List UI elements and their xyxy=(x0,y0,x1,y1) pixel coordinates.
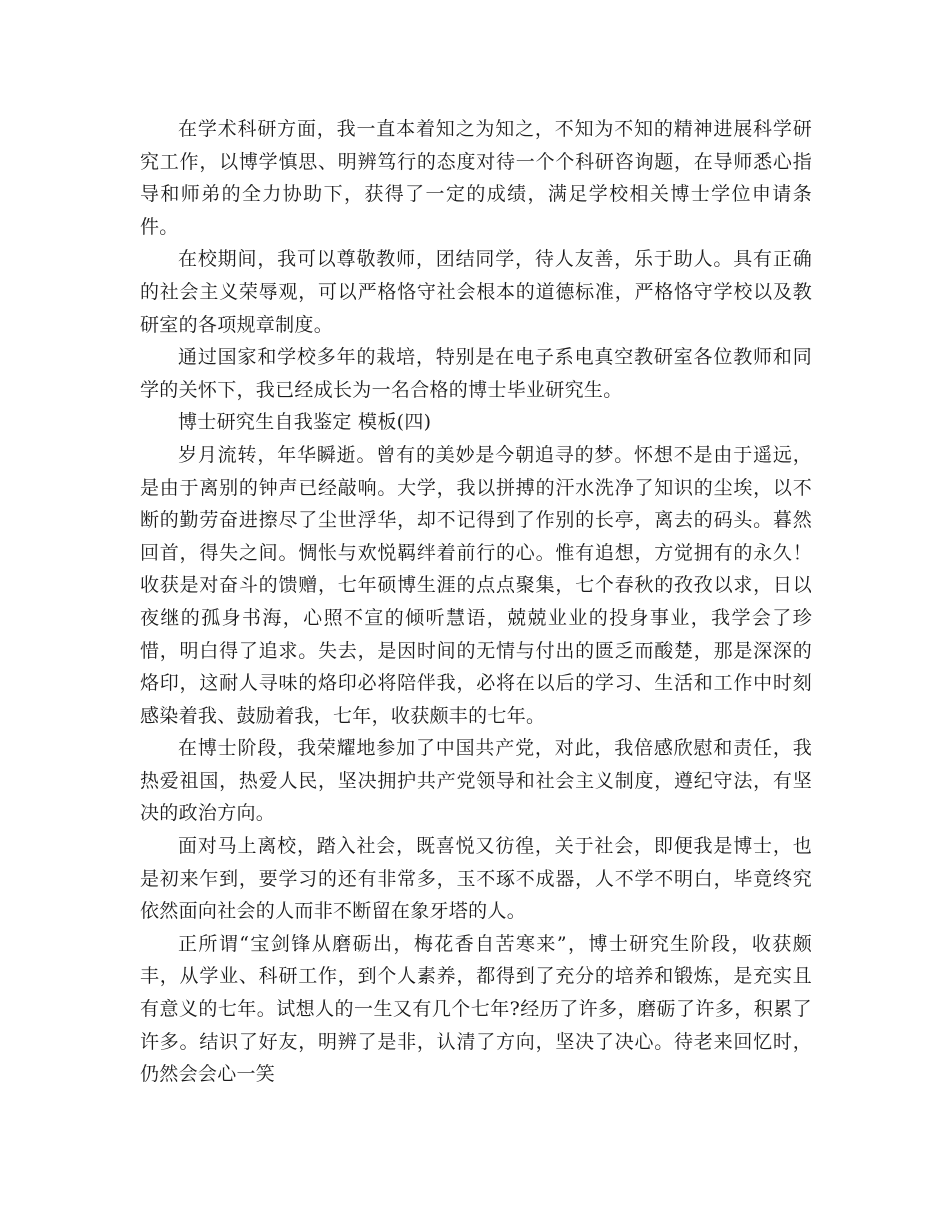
paragraph-summary: 正所谓“宝剑锋从磨砺出，梅花香自苦寒来”，博士研究生阶段，收获颇丰，从学业、科研工作，到个人素养，都得到了充分的培养和锻炼，是充实且有意义的七年。试想人的一生又有几个七年?经历了许多，磨砺了许多，积累了许多。结识了好友，明辨了是非，认清了方向，坚决了决心。待老来回忆时，仍然会会心一笑 xyxy=(140,932,812,1086)
paragraph-society: 面对马上离校，踏入社会，既喜悦又彷徨，关于社会，即便我是博士，也是初来乍到，要学习的还有非常多，玉不琢不成器，人不学不明白，毕竟终究依然面向社会的人而非不断留在象牙塔的人。 xyxy=(140,835,812,923)
paragraph-campus-conduct: 在校期间，我可以尊敬教师，团结同学，待人友善，乐于助人。具有正确的社会主义荣辱观，可以严格恪守社会根本的道德标准，严格恪守学校以及教研室的各项规章制度。 xyxy=(140,248,812,336)
section-heading: 博士研究生自我鉴定 模板(四) xyxy=(178,411,432,434)
paragraph-reflection: 岁月流转，年华瞬逝。曾有的美妙是今朝追寻的梦。怀想不是由于遥远，是由于离别的钟声已经敲响。大学，我以拼搏的汗水洗净了知识的尘埃，以不断的勤劳奋进擦尽了尘世浮华，却不记得到了作别的长亭，离去的码头。暮然回首，得失之间。惆怅与欢悦羁绊着前行的心。惟有追想，方觉拥有的永久！收获是对奋斗的馈赠，七年硕博生涯的点点聚集，七个春秋的孜孜以求，日以夜继的孤身书海，心照不宣的倾听慧语，兢兢业业的投身事业，我学会了珍惜，明白得了追求。失去，是因时间的无情与付出的匮乏而酸楚，那是深深的烙印，这耐人寻味的烙印必将陪伴我，必将在以后的学习、生活和工作中时刻感染着我、鼓励着我，七年，收获颇丰的七年。 xyxy=(140,443,812,727)
paragraph-growth: 通过国家和学校多年的栽培，特别是在电子系电真空教研室各位教师和同学的关怀下，我已经成长为一名合格的博士毕业研究生。 xyxy=(140,346,812,401)
paragraph-party: 在博士阶段，我荣耀地参加了中国共产党，对此，我倍感欣慰和责任，我热爱祖国，热爱人民，坚决拥护共产党领导和社会主义制度，遵纪守法，有坚决的政治方向。 xyxy=(140,737,812,825)
paragraph-research: 在学术科研方面，我一直本着知之为知之，不知为不知的精神进展科学研究工作，以博学慎思、明辨笃行的态度对待一个个科研咨询题，在导师悉心指导和师弟的全力协助下，获得了一定的成绩，满足学校相关博士学位申请条件。 xyxy=(140,118,812,238)
document-body xyxy=(140,113,812,1091)
